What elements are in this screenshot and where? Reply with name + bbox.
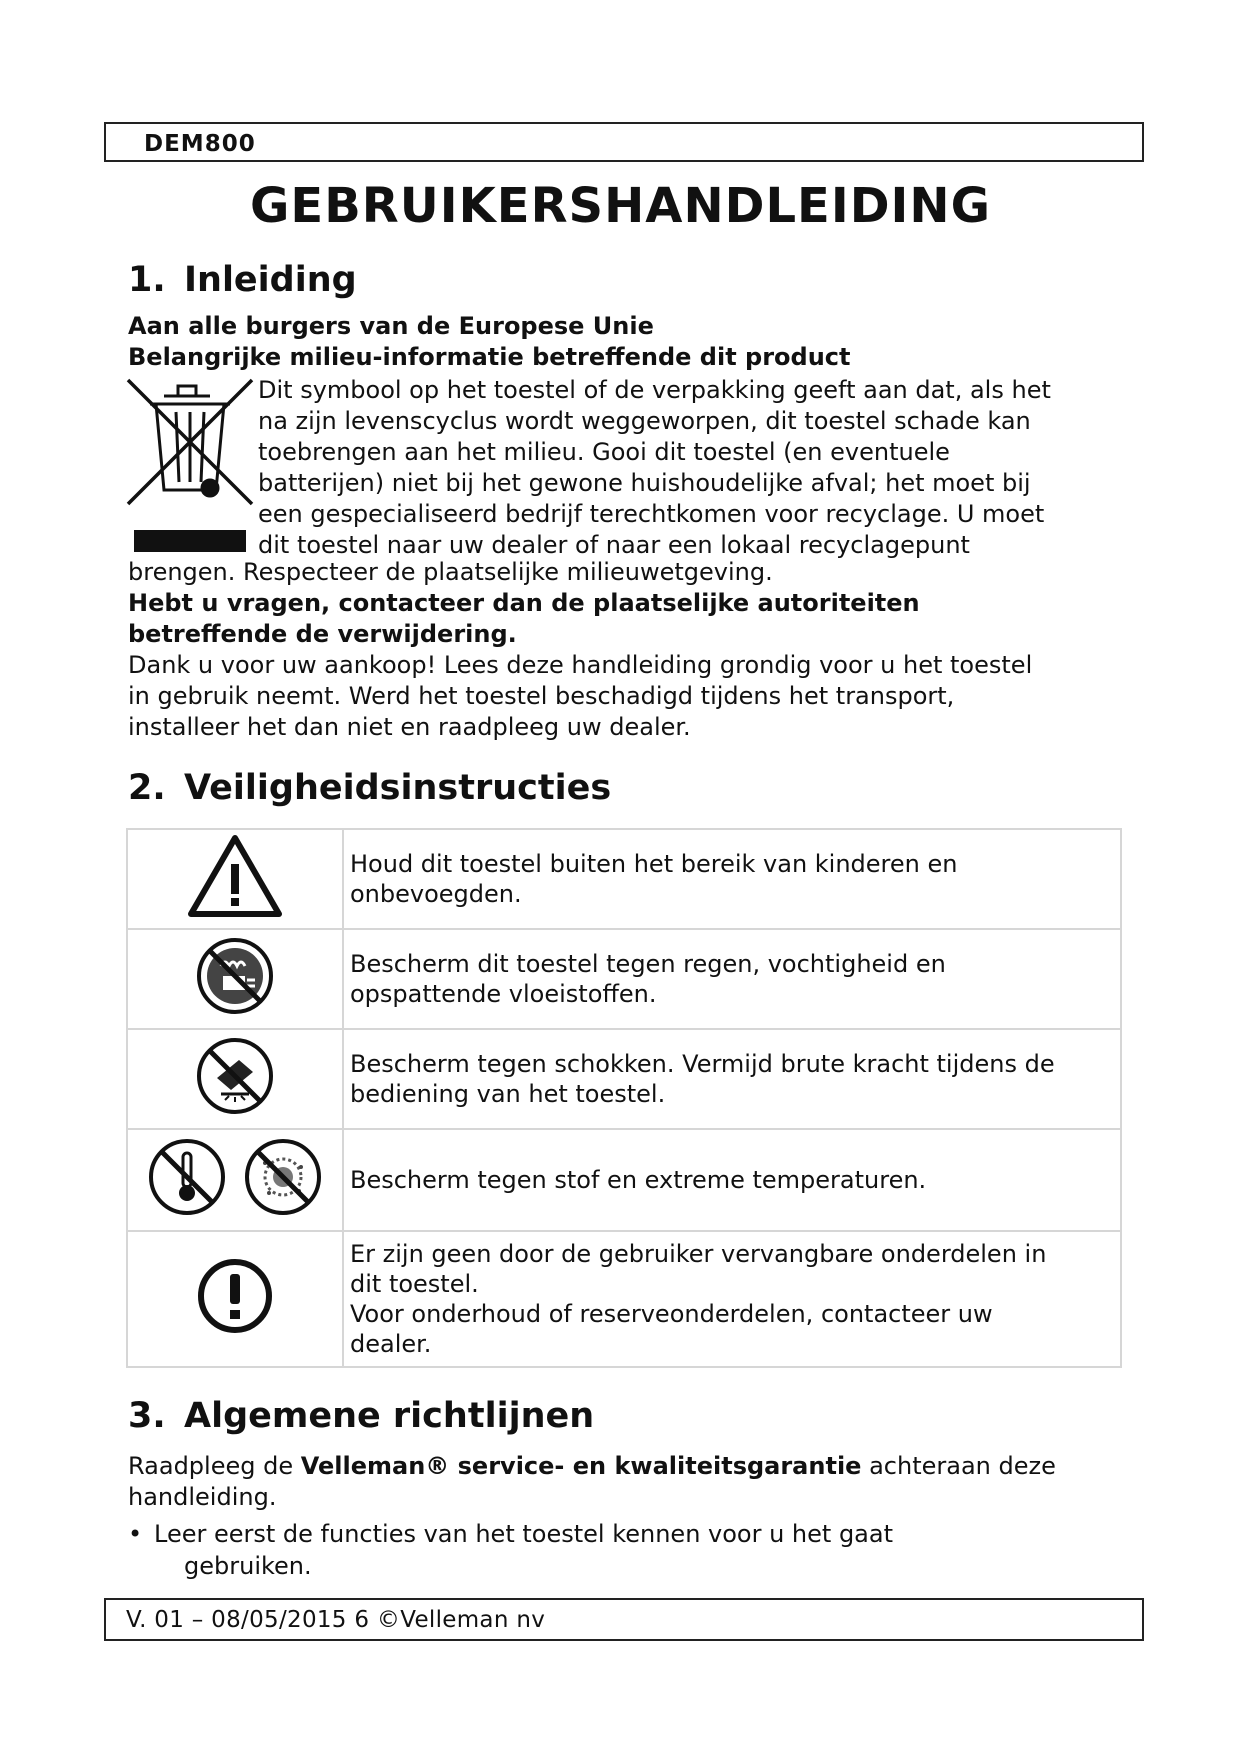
environment-subheading: Belangrijke milieu-informatie betreffende dit product [128, 343, 851, 371]
thanks-line: in gebruik neemt. Werd het toestel beschadigd tijdens het transport, [128, 682, 955, 710]
env-text-line: batterijen) niet bij het gewone huishoudelijke afval; het moet bij [258, 469, 1031, 497]
safety-row [127, 829, 1121, 929]
safety-text-line: Bescherm dit toestel tegen regen, vochtigheid en [350, 950, 946, 978]
page-footer [104, 1598, 1144, 1641]
document-title: GEBRUIKERSHANDLEIDING [250, 178, 991, 234]
bullet-text: Leer eerst de functies van het toestel kennen voor u het gaat [154, 1520, 894, 1548]
safety-icon-cell [127, 1129, 343, 1231]
safety-text-line: dit toestel. [350, 1270, 479, 1298]
section-1-heading [128, 260, 357, 300]
safety-text-line: Voor onderhoud of reserveonderdelen, contacteer uw [350, 1300, 993, 1328]
safety-row [127, 1029, 1121, 1129]
guidelines-intro-line2: handleiding. [128, 1483, 277, 1511]
safety-row [127, 1129, 1121, 1231]
env-text-line: Dit symbool op het toestel of de verpakking geeft aan dat, als het [258, 376, 1051, 404]
intro-text: Raadpleeg de [128, 1452, 301, 1480]
safety-instructions-table [126, 828, 1122, 1368]
section-number: 2. [128, 768, 166, 808]
safety-text-cell [343, 929, 1121, 1029]
safety-text-line: opspattende vloeistoffen. [350, 980, 657, 1008]
page-header [104, 122, 1144, 162]
footer-text: V. 01 – 08/05/2015 6 ©Velleman nv [126, 1607, 546, 1633]
section-number: 3. [128, 1396, 166, 1436]
safety-row [127, 929, 1121, 1029]
eu-citizens-subheading: Aan alle burgers van de Europese Unie [128, 312, 654, 340]
safety-text-cell [343, 1231, 1121, 1367]
section-title: Algemene richtlijnen [184, 1396, 595, 1436]
exclamation-circle-icon [195, 1256, 275, 1336]
model-name: DEM800 [144, 131, 256, 157]
warranty-reference: Velleman® service- en kwaliteitsgarantie [300, 1452, 862, 1480]
safety-icon-cell [127, 1231, 343, 1367]
safety-icon-cell [127, 1029, 343, 1129]
safety-text-line: dealer. [350, 1330, 432, 1358]
safety-text-cell [343, 1029, 1121, 1129]
safety-text-line: bediening van het toestel. [350, 1080, 666, 1108]
weee-bin-icon [126, 378, 254, 556]
no-shock-icon [195, 1036, 275, 1116]
no-moisture-icon [195, 936, 275, 1016]
no-temperature-dust-icon [147, 1137, 323, 1217]
warning-triangle-icon [187, 834, 283, 918]
safety-text-cell [343, 1129, 1121, 1231]
safety-icon-cell [127, 929, 343, 1029]
questions-line: betreffende de verwijdering. [128, 620, 517, 648]
questions-line: Hebt u vragen, contacteer dan de plaatselijke autoriteiten [128, 589, 920, 617]
env-text-line: dit toestel naar uw dealer of naar een lokaal recyclagepunt [258, 531, 970, 559]
safety-text-cell [343, 829, 1121, 929]
thanks-line: Dank u voor uw aankoop! Lees deze handleiding grondig voor u het toestel [128, 651, 1033, 679]
section-number: 1. [128, 260, 166, 300]
safety-text-line: onbevoegden. [350, 880, 522, 908]
env-text-line: na zijn levenscyclus wordt weggeworpen, dit toestel schade kan [258, 407, 1031, 435]
guidelines-intro [128, 1451, 1056, 1482]
section-title: Inleiding [184, 260, 357, 300]
bullet-text: gebruiken. [184, 1552, 312, 1580]
section-title: Veiligheidsinstructies [184, 768, 612, 808]
section-3-heading [128, 1396, 594, 1436]
safety-text-line: Er zijn geen door de gebruiker vervangbare onderdelen in [350, 1240, 1047, 1268]
env-text-line: een gespecialiseerd bedrijf terechtkomen voor recyclage. U moet [258, 500, 1045, 528]
safety-text-line: Bescherm tegen schokken. Vermijd brute kracht tijdens de [350, 1050, 1055, 1078]
intro-text: achteraan deze [861, 1452, 1056, 1480]
safety-icon-cell [127, 829, 343, 929]
safety-text-line: Bescherm tegen stof en extreme temperaturen. [350, 1166, 927, 1194]
thanks-line: installeer het dan niet en raadpleeg uw dealer. [128, 713, 691, 741]
safety-text-line: Houd dit toestel buiten het bereik van kinderen en [350, 850, 958, 878]
section-2-heading [128, 768, 611, 808]
env-text-line: toebrengen aan het milieu. Gooi dit toestel (en eventuele [258, 438, 950, 466]
safety-row [127, 1231, 1121, 1367]
env-text-last: brengen. Respecteer de plaatselijke milieuwetgeving. [128, 558, 773, 586]
bullet-symbol: • [128, 1520, 143, 1548]
